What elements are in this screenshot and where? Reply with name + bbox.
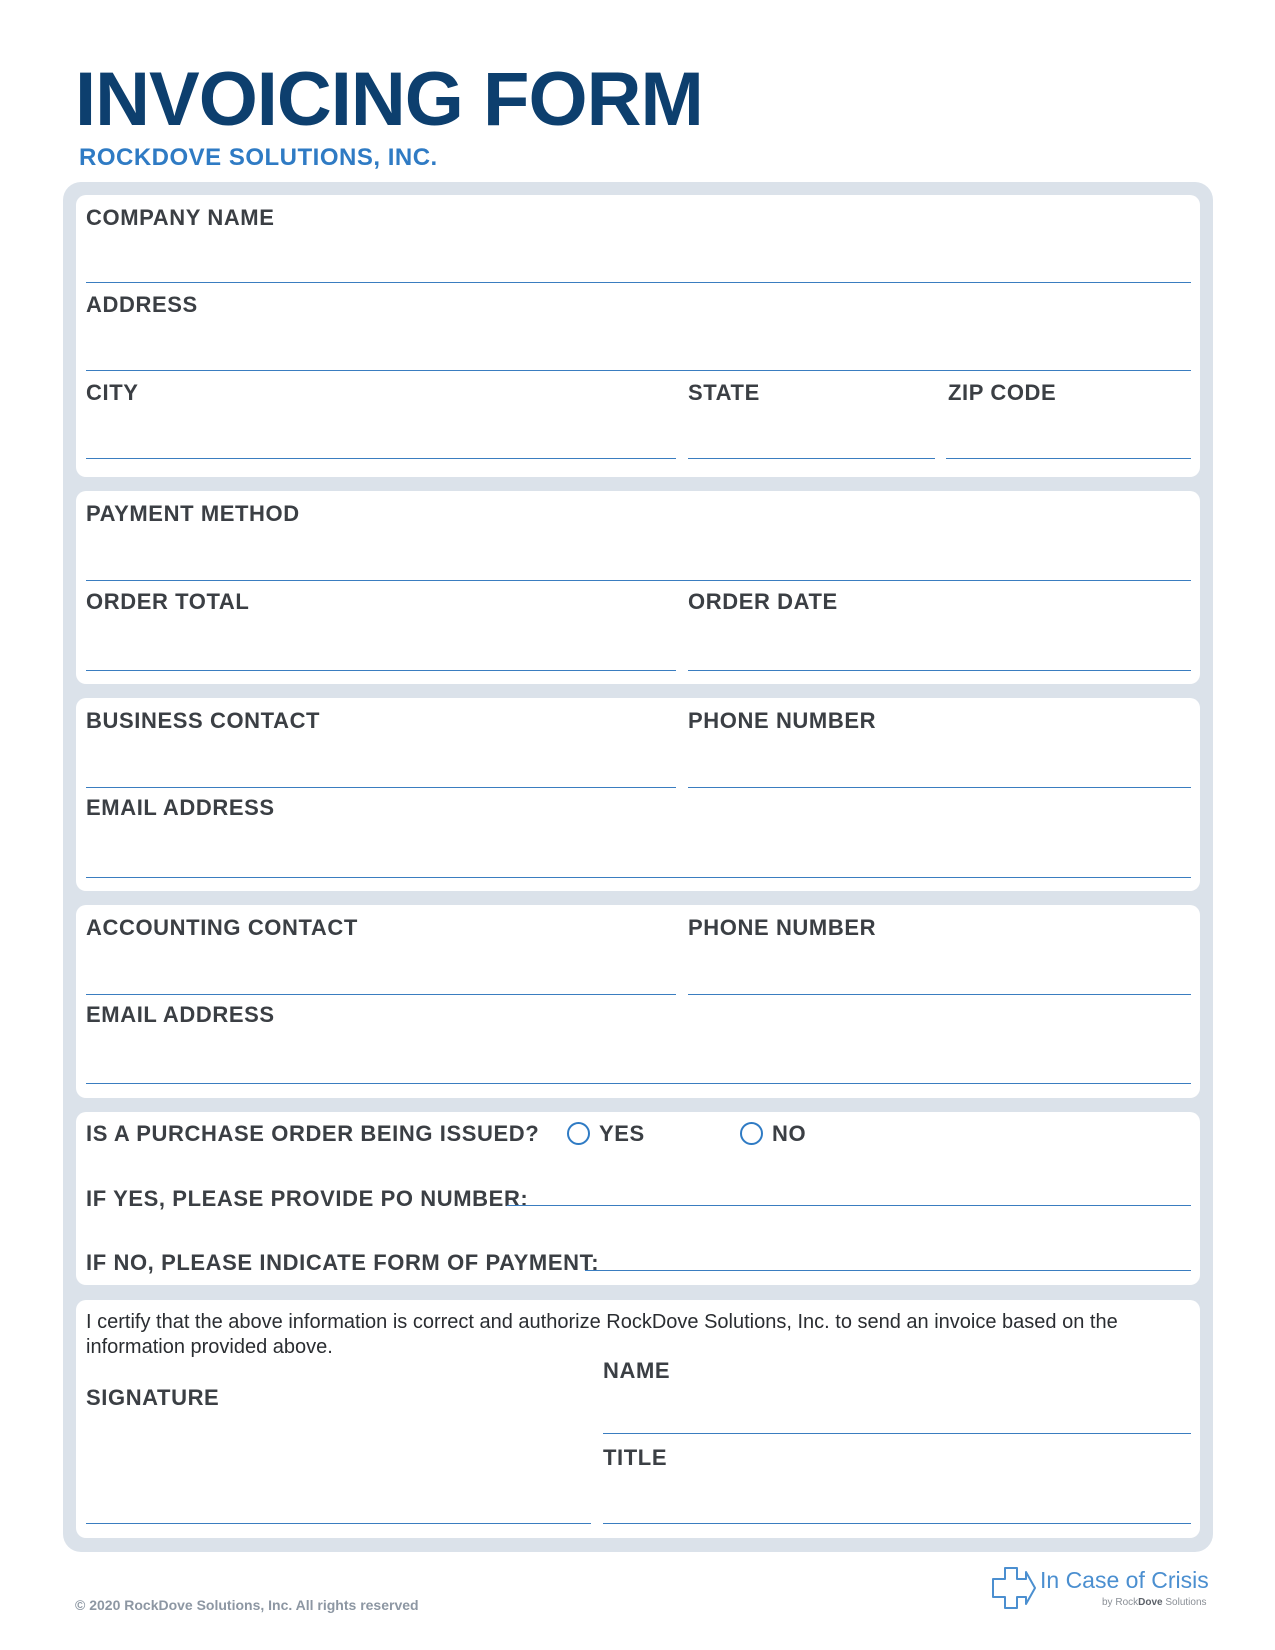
city-label: CITY bbox=[86, 380, 139, 405]
accounting-phone-field[interactable] bbox=[688, 994, 1191, 995]
po-number-field[interactable] bbox=[507, 1205, 1191, 1206]
logo-brand-solutions: Solutions bbox=[1162, 1597, 1207, 1608]
company-subtitle: ROCKDOVE SOLUTIONS, INC. bbox=[79, 144, 438, 171]
business-phone-field[interactable] bbox=[688, 787, 1191, 788]
payment-method-field[interactable] bbox=[86, 580, 1191, 581]
order-total-label: ORDER TOTAL bbox=[86, 589, 250, 614]
business-email-field[interactable] bbox=[86, 877, 1191, 878]
page-title: INVOICING FORM bbox=[75, 57, 703, 142]
address-label: ADDRESS bbox=[86, 292, 198, 317]
business-email-label: EMAIL ADDRESS bbox=[86, 795, 275, 820]
zip-code-label: ZIP CODE bbox=[948, 380, 1057, 405]
copyright-notice: © 2020 RockDove Solutions, Inc. All rights reserved bbox=[75, 1597, 419, 1613]
accounting-contact-label: ACCOUNTING CONTACT bbox=[86, 915, 358, 940]
form-of-payment-label: IF NO, PLEASE INDICATE FORM OF PAYMENT: bbox=[86, 1250, 600, 1275]
form-of-payment-field[interactable] bbox=[585, 1270, 1191, 1271]
accounting-email-label: EMAIL ADDRESS bbox=[86, 1002, 275, 1027]
no-radio[interactable] bbox=[740, 1122, 763, 1145]
payment-method-label: PAYMENT METHOD bbox=[86, 501, 300, 526]
accounting-phone-label: PHONE NUMBER bbox=[688, 915, 877, 940]
order-date-label: ORDER DATE bbox=[688, 589, 838, 614]
in-case-of-crisis-logo bbox=[990, 1565, 1209, 1613]
title-field[interactable] bbox=[603, 1523, 1191, 1524]
signature-label: SIGNATURE bbox=[86, 1385, 220, 1410]
no-label: NO bbox=[772, 1121, 807, 1146]
logo-by: by bbox=[1102, 1597, 1116, 1608]
title-label: TITLE bbox=[603, 1445, 668, 1470]
accounting-email-field[interactable] bbox=[86, 1083, 1191, 1084]
business-phone-label: PHONE NUMBER bbox=[688, 708, 877, 733]
logo-brand-dove: Dove bbox=[1138, 1597, 1163, 1608]
po-question-label: IS A PURCHASE ORDER BEING ISSUED? bbox=[86, 1121, 540, 1146]
yes-radio[interactable] bbox=[567, 1122, 590, 1145]
company-name-field[interactable] bbox=[86, 282, 1191, 283]
zip-code-field[interactable] bbox=[946, 458, 1191, 459]
company-panel bbox=[76, 195, 1200, 477]
accounting-contact-field[interactable] bbox=[86, 994, 676, 995]
business-contact-field[interactable] bbox=[86, 787, 676, 788]
logo-byline bbox=[1102, 1597, 1207, 1608]
company-name-label: COMPANY NAME bbox=[86, 205, 275, 230]
city-field[interactable] bbox=[86, 458, 676, 459]
certification-statement: I certify that the above information is correct and authorize RockDove Solutions, Inc. to send an invoice based on the information provided above. bbox=[86, 1311, 1118, 1358]
po-number-label: IF YES, PLEASE PROVIDE PO NUMBER: bbox=[86, 1186, 529, 1211]
name-field[interactable] bbox=[603, 1433, 1191, 1434]
name-label: NAME bbox=[603, 1358, 671, 1383]
address-field[interactable] bbox=[86, 370, 1191, 371]
logo-text: In Case of Crisis bbox=[1040, 1567, 1209, 1593]
yes-label: YES bbox=[599, 1121, 645, 1146]
business-contact-label: BUSINESS CONTACT bbox=[86, 708, 321, 733]
signature-field[interactable] bbox=[86, 1523, 591, 1524]
logo-brand-rock: Rock bbox=[1115, 1597, 1139, 1608]
order-total-field[interactable] bbox=[86, 670, 676, 671]
order-date-field[interactable] bbox=[688, 670, 1191, 671]
state-field[interactable] bbox=[688, 458, 935, 459]
state-label: STATE bbox=[688, 380, 760, 405]
cross-arrow-icon bbox=[990, 1565, 1036, 1611]
